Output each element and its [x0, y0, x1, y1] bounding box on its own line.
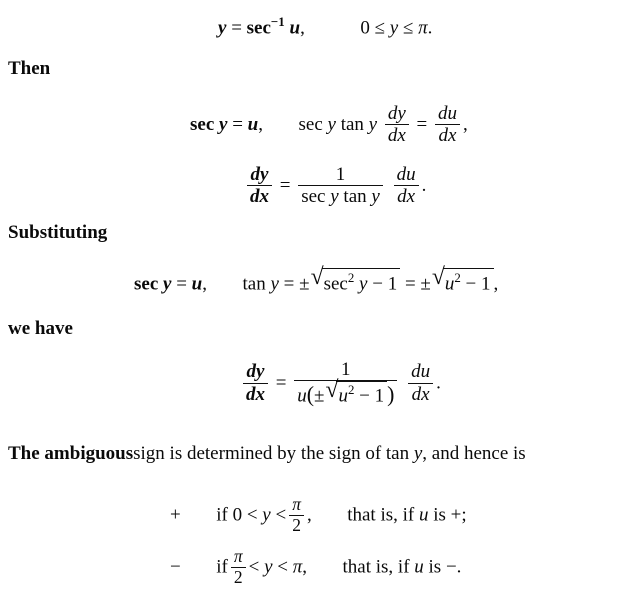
fraction-dy-dx-1 — [385, 103, 409, 147]
denominator-dx-6: dx — [411, 383, 430, 405]
exponent-inverse: −1 — [270, 14, 285, 29]
denominator-dx-5: dx — [246, 383, 265, 405]
equals-3: = — [416, 114, 428, 136]
radical-sign-2: √ — [431, 264, 445, 290]
symbol-equals: = — [231, 17, 242, 39]
fraction-one-over-sec-tan — [298, 164, 383, 208]
symbol-y-10: y — [359, 273, 368, 295]
fraction-du-dx-3 — [408, 361, 433, 405]
fraction-du-dx-1 — [435, 103, 460, 147]
comma-6: , — [306, 504, 312, 526]
numerator-one: 1 — [298, 164, 383, 186]
function-sec-5: sec — [134, 273, 159, 295]
plus-minus-1: ± — [299, 273, 310, 295]
one-1: 1 — [387, 273, 398, 295]
function-tan-3: tan — [242, 273, 266, 295]
relation-le-2: ≤ — [402, 17, 414, 39]
text-ambiguous-tail: , and hence is — [422, 443, 526, 464]
denominator-dx: dx — [387, 125, 406, 147]
relation-lt-2: < — [248, 556, 260, 578]
radicand-2 — [443, 268, 494, 295]
denominator-two-2: 2 — [233, 566, 243, 587]
symbol-u: u — [289, 17, 301, 39]
numerator-dy-2: dy — [247, 164, 272, 186]
radicand-1 — [322, 268, 401, 295]
text-then: Then — [8, 58, 51, 79]
comma-4: , — [202, 273, 207, 295]
symbol-u-5: u — [297, 385, 307, 407]
text-is-minus: is −. — [423, 556, 462, 578]
equals-7: = — [404, 273, 416, 295]
numerator-pi-1: π — [289, 495, 304, 516]
symbol-pi: π — [418, 17, 428, 39]
text-if-1: if 0 < — [216, 504, 258, 526]
close-paren: ) — [387, 382, 395, 407]
symbol-u-8: u — [414, 556, 424, 578]
symbol-y-11: y — [413, 443, 423, 464]
comma-3: , — [463, 114, 468, 136]
symbol-y-6: y — [330, 186, 339, 208]
exponent-two-2: 2 — [454, 270, 461, 285]
one-3: 1 — [374, 385, 385, 407]
equals-8: = — [275, 372, 287, 394]
symbol-y-3: y — [219, 114, 228, 136]
minus-3: − — [359, 385, 370, 407]
open-paren: ( — [306, 382, 314, 407]
denominator-dx-3: dx — [250, 186, 269, 208]
radical-sign-3: √ — [325, 377, 339, 404]
equation-implicit-differentiation — [190, 104, 468, 148]
equals-4: = — [279, 175, 291, 197]
text-ambiguous-bold: The ambiguous — [8, 443, 134, 464]
equals-5: = — [176, 273, 187, 295]
case-negative — [170, 548, 461, 588]
plus-minus-3: ± — [314, 385, 325, 407]
relation-lt-1: < — [275, 504, 287, 526]
minus-2: − — [465, 273, 477, 295]
equation-final-derivative — [240, 360, 441, 408]
text-ambiguous-rest: sign is determined by the sign of tan — [133, 443, 414, 464]
symbol-y-5: y — [368, 114, 378, 136]
fraction-pi-over-2-2 — [231, 547, 246, 587]
symbol-y-8: y — [163, 273, 172, 295]
period-2: . — [421, 175, 427, 197]
fraction-dy-dx-2 — [247, 164, 272, 208]
equals-6: = — [283, 273, 295, 295]
relation-lt-3: < — [277, 556, 288, 578]
symbol-y-4: y — [327, 114, 336, 136]
sign-minus: − — [170, 556, 181, 578]
denominator-dx-2: dx — [438, 125, 457, 147]
equation-tan-substitution — [134, 264, 499, 295]
fraction-pi-over-2-1 — [289, 495, 304, 535]
case-positive — [170, 496, 467, 536]
text-if-2: if — [216, 556, 228, 578]
function-sec: sec — [246, 17, 271, 39]
radicand-3 — [336, 381, 387, 407]
comma-5: , — [493, 273, 499, 295]
numerator-one-2: 1 — [294, 359, 397, 381]
symbol-y-2: y — [389, 17, 399, 39]
fraction-one-over-u-sqrt — [294, 359, 397, 407]
denominator-dx-4: dx — [397, 186, 416, 208]
exponent-two-1: 2 — [347, 270, 355, 285]
comma-7: , — [302, 556, 307, 578]
radical-sign-1: √ — [310, 264, 324, 290]
comma-2: , — [258, 114, 263, 136]
relation-le-1: ≤ — [374, 17, 385, 39]
function-tan-1: tan — [340, 114, 364, 136]
numerator-dy-3: dy — [243, 361, 268, 383]
symbol-u-7: u — [419, 504, 429, 526]
sign-plus: + — [170, 504, 181, 526]
period-1: . — [427, 17, 433, 39]
text-is-plus: is +; — [428, 504, 467, 526]
plus-minus-2: ± — [420, 273, 431, 295]
paragraph-ambiguous-sign — [8, 443, 526, 465]
text-that-is-1: that is, if — [347, 504, 419, 526]
function-sec-6: sec — [323, 273, 348, 295]
sqrt-u-squared-minus-one-2 — [325, 377, 387, 407]
numerator-du: du — [435, 103, 460, 125]
numerator-du-2: du — [394, 164, 419, 186]
symbol-pi-2: π — [292, 556, 303, 578]
exponent-two-3: 2 — [347, 382, 355, 398]
numerator-pi-2: π — [231, 547, 246, 568]
denominator-u-sqrt — [294, 377, 397, 407]
symbol-y-13: y — [264, 556, 273, 578]
text-we-have: we have — [8, 318, 73, 339]
value-zero: 0 — [360, 17, 370, 39]
symbol-y-7: y — [371, 186, 380, 208]
denominator-two-1: 2 — [292, 514, 301, 535]
fraction-dy-dx-3 — [243, 361, 268, 405]
symbol-u-4: u — [444, 273, 455, 295]
denominator-sec-tan — [298, 186, 383, 207]
symbol-y-12: y — [262, 504, 271, 526]
numerator-du-3: du — [408, 361, 433, 383]
symbol-u-6: u — [338, 385, 348, 407]
symbol-y: y — [218, 17, 227, 39]
function-sec-4: sec — [301, 186, 326, 208]
fraction-du-dx-2 — [394, 164, 419, 208]
text-that-is-2: that is, if — [342, 556, 415, 578]
comma: , — [300, 17, 305, 39]
function-sec-2: sec — [190, 114, 215, 136]
period-3: . — [436, 372, 441, 394]
symbol-y-9: y — [270, 273, 279, 295]
equals-2: = — [232, 114, 243, 136]
minus-1: − — [372, 273, 383, 295]
one-2: 1 — [481, 273, 491, 295]
numerator-dy: dy — [385, 103, 409, 125]
equation-inverse-secant-definition — [218, 14, 432, 39]
text-substituting: Substituting — [8, 222, 108, 243]
function-tan-2: tan — [343, 186, 367, 208]
symbol-u-3: u — [191, 273, 203, 295]
sqrt-u-squared-minus-one-1 — [431, 264, 494, 295]
symbol-u-2: u — [247, 114, 259, 136]
equation-dydx-solved — [244, 165, 426, 209]
function-sec-3: sec — [298, 114, 323, 136]
sqrt-sec-squared-minus-one — [310, 264, 401, 295]
